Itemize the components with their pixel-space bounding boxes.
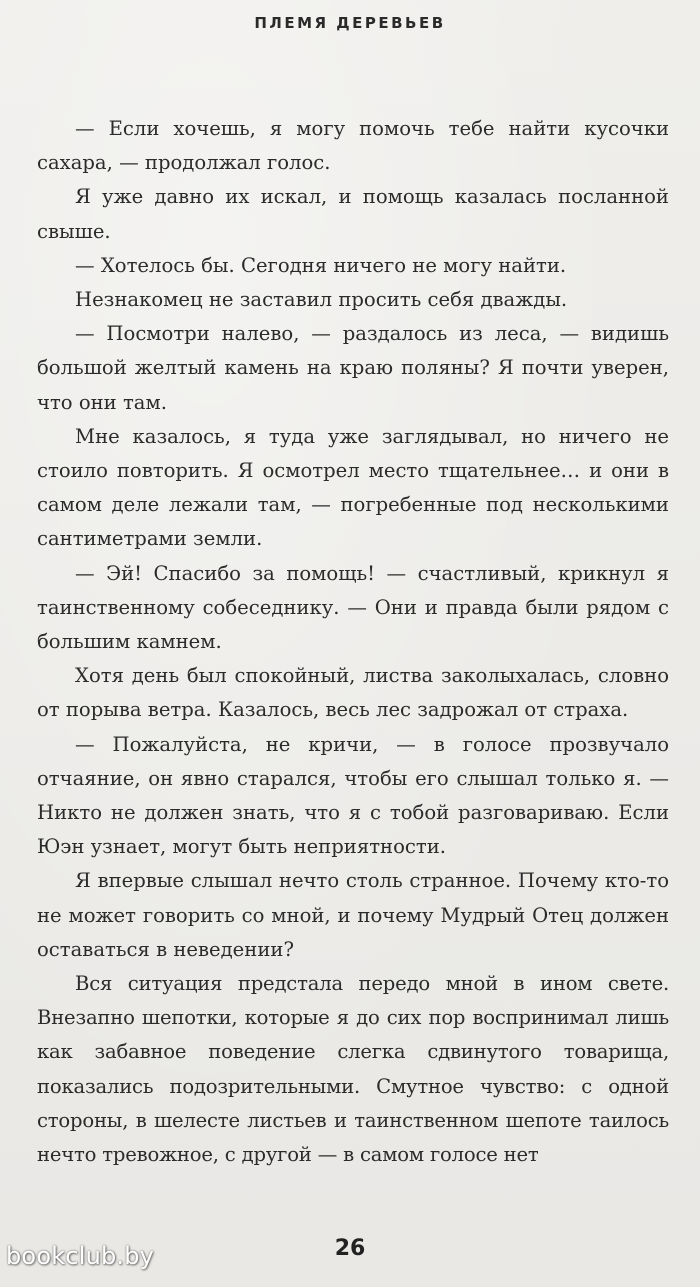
body-text xyxy=(37,112,669,1172)
paragraph: — Эй! Спасибо за помощь! — счастливый, крикнул я таинственному собеседнику. — Они и правда были рядом с большим камнем. xyxy=(37,561,669,654)
paragraph: — Если хочешь, я могу помочь тебе найти кусочки сахара, — продолжал голос. xyxy=(37,117,669,175)
paragraph: Мне казалось, я туда уже заглядывал, но ничего не стоило повторить. Я осмотрел место тщательнее… и они в самом деле лежали там, — погребенные под несколькими сантиметрами земли. xyxy=(37,424,669,551)
paragraph: Я впервые слышал нечто столь странное. Почему кто-то не может говорить со мной, и почему Мудрый Отец должен оставаться в неведении? xyxy=(37,869,669,961)
paragraph: — Хотелось бы. Сегодня ничего не могу найти. xyxy=(75,253,567,277)
paragraph: Вся ситуация предстала передо мной в ином свете. Внезапно шепотки, которые я до сих пор воспринимал лишь как забавное поведение слегка сдвинутого товарища, показались подозрительными. Смутное чувство: с одной стороны, в шелесте листьев и таинственном шепоте таилось нечто тревожное, с другой — в самом голосе нет xyxy=(37,972,669,1167)
paragraph: — Пожалуйста, не кричи, — в голосе прозвучало отчаяние, он явно старался, чтобы его слышал только я. — Никто не должен знать, что я с тобой разговариваю. Если Юэн узнает, могут быть неприятности. xyxy=(37,732,669,859)
paragraph: Я уже давно их искал, и помощь казалась посланной свыше. xyxy=(37,185,669,243)
paragraph: — Посмотри налево, — раздалось из леса, — видишь большой желтый камень на краю поляны? Я почти уверен, что они там. xyxy=(37,322,669,414)
page-number: 26 xyxy=(334,1236,366,1261)
running-head: ПЛЕМЯ ДЕРЕВЬЕВ xyxy=(254,14,446,32)
paragraph: Незнакомец не заставил просить себя дважды. xyxy=(75,288,568,312)
watermark: bookclub.by xyxy=(6,1242,155,1270)
paragraph: Хотя день был спокойный, листва заколыхалась, словно от порыва ветра. Казалось, весь лес задрожал от страха. xyxy=(37,664,669,722)
